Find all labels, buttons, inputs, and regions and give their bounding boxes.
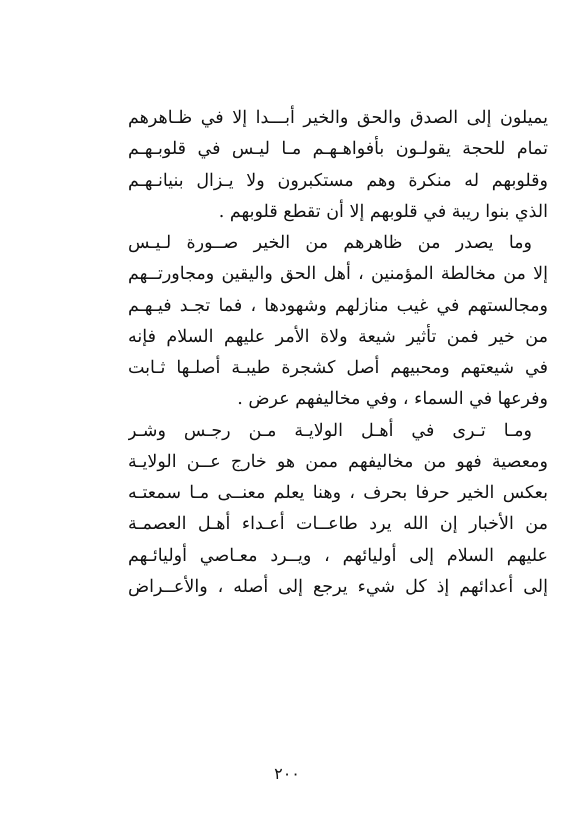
text-line: إلا من مخالطة المؤمنين ، أهل الحق واليقين ومجاورتــهم — [128, 264, 548, 285]
text-line: ومعصية فهو من مخاليفهم ممن هو خارج عــن الولايـة — [128, 451, 548, 472]
text-line: يميلون إلى الصدق والحق والخير أبـــدا إلا في ظـاهرهم — [128, 108, 548, 128]
body-text — [128, 103, 548, 603]
text-line: إلى أعدائهم إذ كل شيء يرجع إلى أصله ، والأعــراض — [128, 576, 548, 597]
text-line: في شيعتهم ومحبيهم أصل كشجرة طيبـة أصلـها ثـابت — [128, 358, 548, 378]
text-line: وما يصدر من ظاهرهم من الخير صــورة لـيـس — [128, 233, 532, 253]
text-line: من خير فمن تأثير شيعة ولاة الأمر عليهم السلام فإنه — [128, 326, 548, 347]
text-line: بعكس الخير حرفا بحرف ، وهنا يعلم معنــى مـا سمعتـه — [128, 483, 548, 503]
page-number: ٢٠٠ — [274, 764, 300, 783]
text-line: من الأخبار إن الله يرد طاعــات أعـداء أهـل العصمـة — [128, 514, 548, 535]
text-line: ومجالستهم في غيب منازلهم وشهودها ، فما تجـد فيـهـم — [128, 295, 548, 316]
text-line: تمام للحجة يقولـون بأفواهـهـم مـا ليـس في قلوبـهـم — [128, 139, 548, 160]
text-line: وفرعها في السماء ، وفي مخاليفهم عرض . — [237, 389, 548, 410]
text-line: عليهم السلام إلى أوليائهم ، ويــرد معـاصي أوليائـهم — [128, 545, 548, 566]
text-line: وقلوبهم له منكرة وهم مستكبرون ولا يـزال بنيانـهـم — [128, 170, 548, 191]
text-line: ومـا تـرى في أهـل الولايـة مـن رجـس وشـر — [128, 420, 532, 441]
text-line: الذي بنوا ريبة في قلوبهم إلا أن تقطع قلوبهم . — [218, 201, 548, 222]
